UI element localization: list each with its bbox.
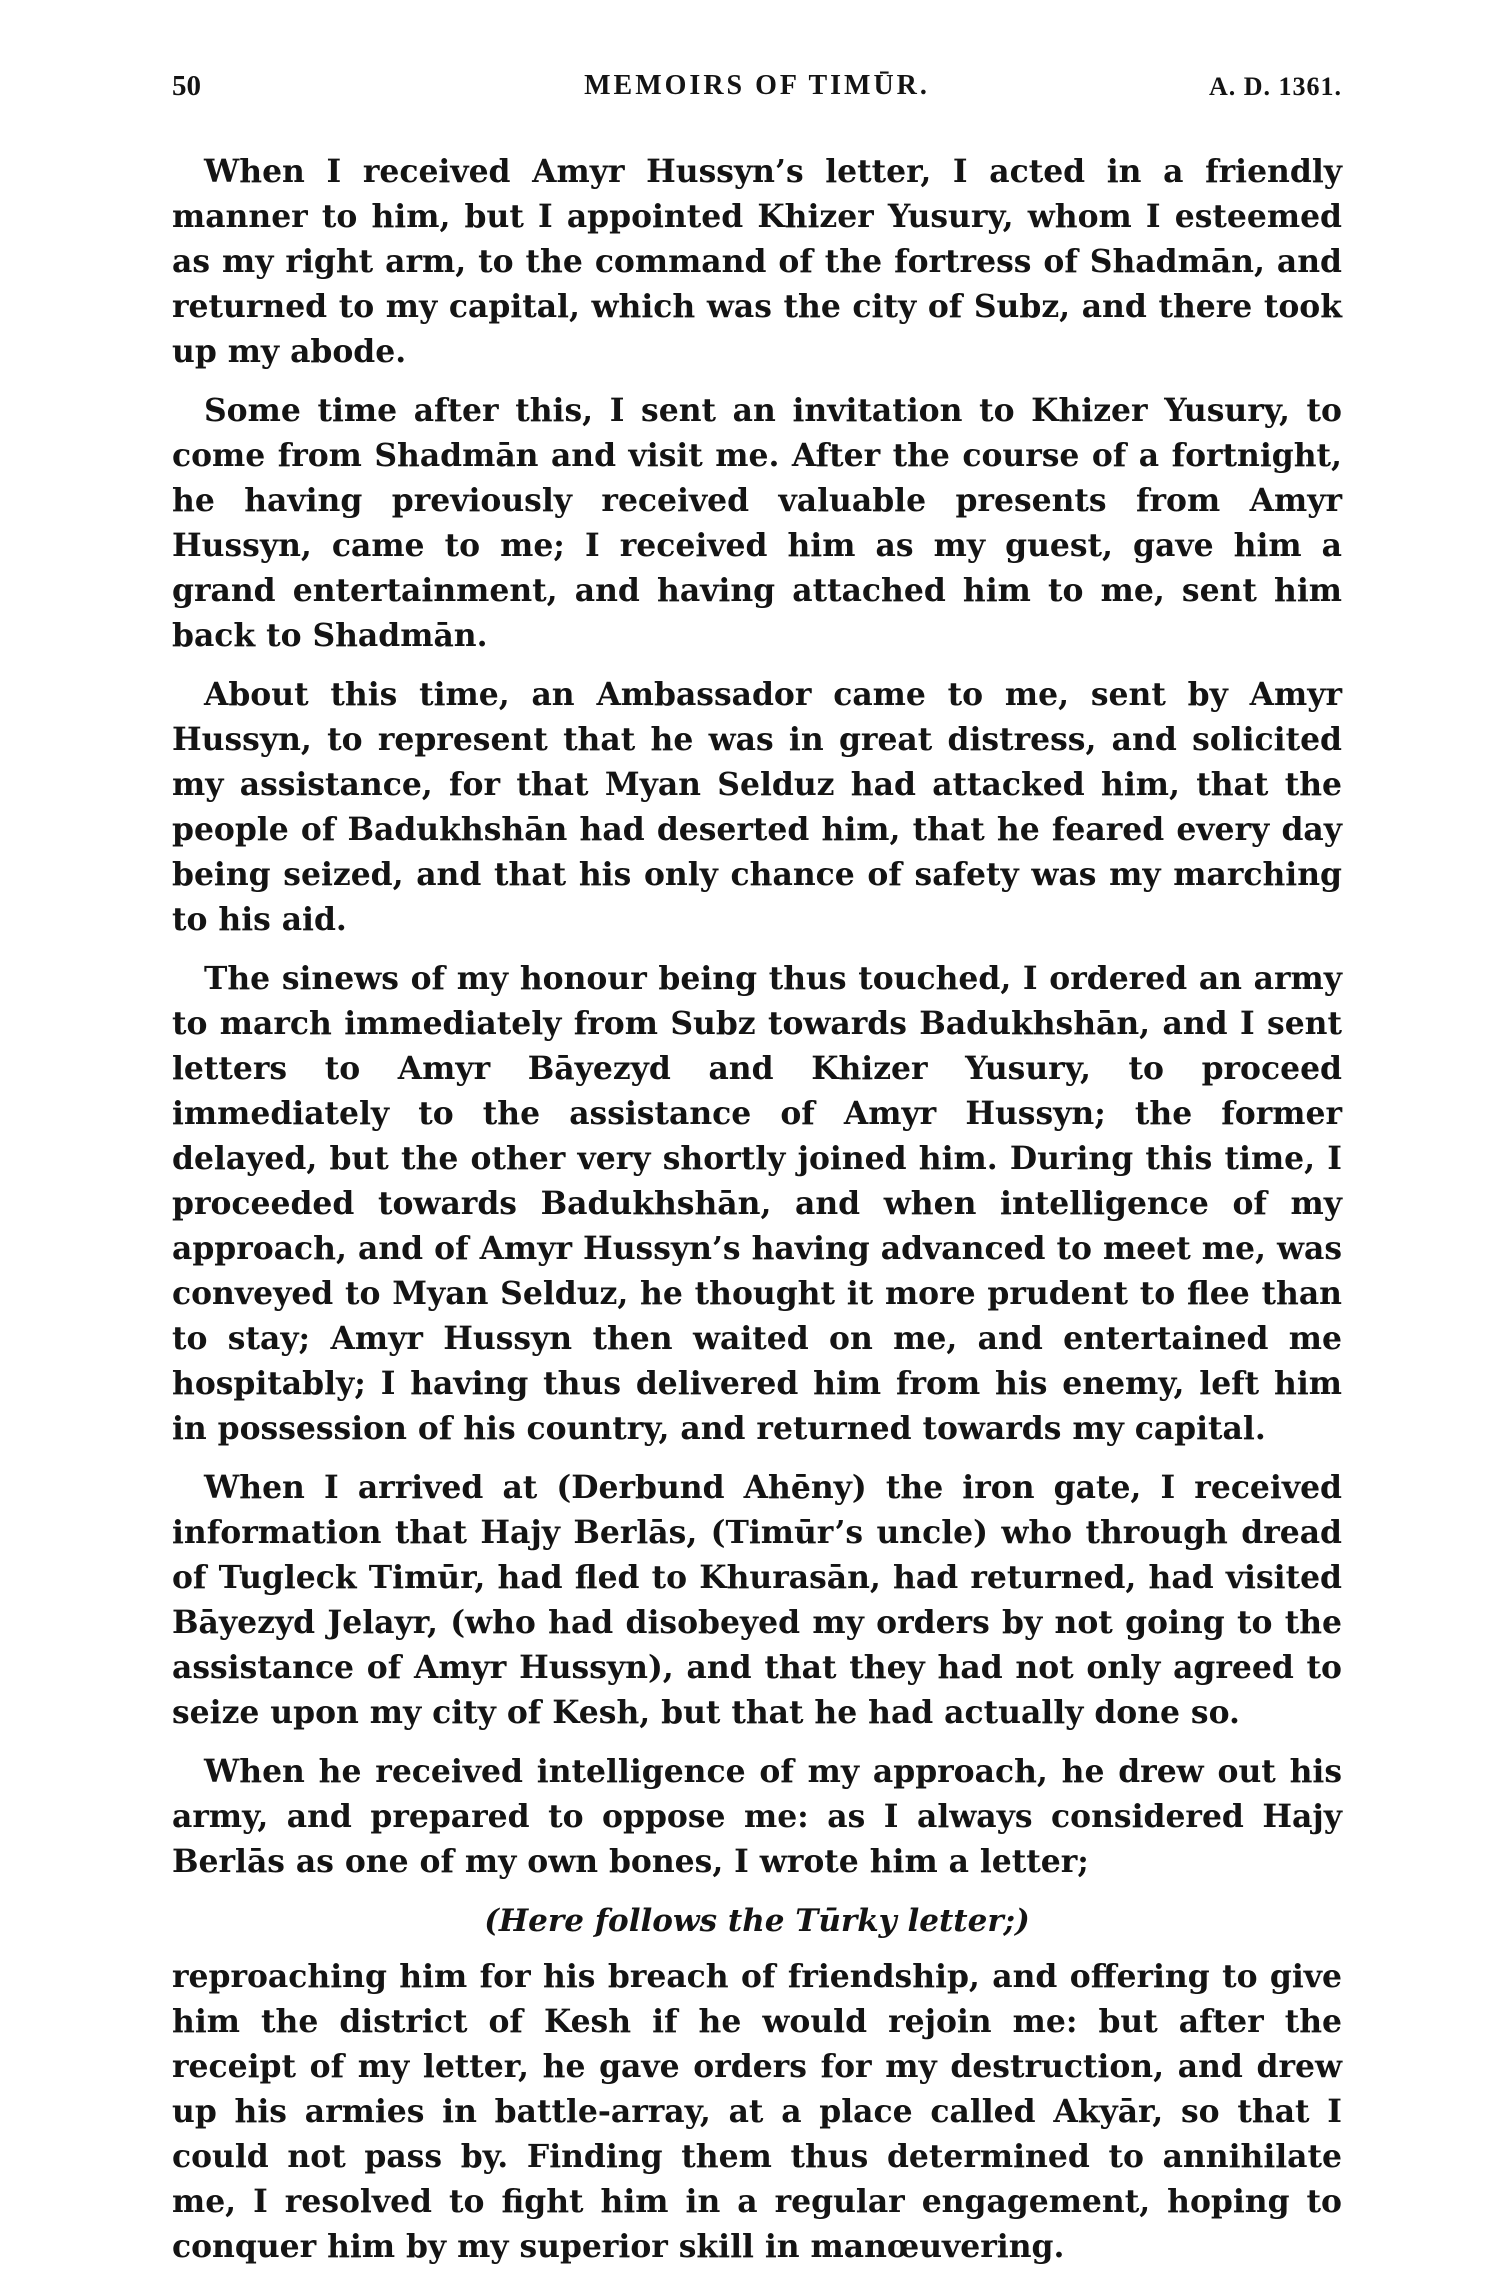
running-title: MEMOIRS OF TIMŪR.: [584, 70, 930, 101]
page-number: 50: [172, 70, 201, 102]
interlude-note: (Here follows the Tūrky letter;): [484, 1903, 1030, 1939]
paragraph: About this time, an Ambassador came to me, sent by Amyr Hussyn, to represent that he was in great distress, and solicited my assistance, for that Myan Selduz had attacked him, that the people of Badukhshān had deserted him, that he feared every day being seized, and that his only chance of safety was my marching to his aid.: [172, 677, 1342, 938]
running-date: A. D. 1361.: [1208, 72, 1342, 101]
paragraph: When I received Amyr Hussyn’s letter, I acted in a friendly manner to him, but I appointed Khizer Yusury, whom I esteemed as my right arm, to the command of the fortress of Shadmān, and returned to my capital, which was the city of Subz, and there took up my abode.: [172, 154, 1342, 370]
running-header: [172, 70, 1342, 110]
body-text: [172, 150, 1342, 2270]
book-page: [172, 70, 1342, 2265]
paragraph: When he received intelligence of my approach, he drew out his army, and prepared to oppose me: as I always considered Hajy Berlās as one of my own bones, I wrote him a letter;: [172, 1754, 1342, 1880]
paragraph: The sinews of my honour being thus touched, I ordered an army to march immediately from Subz towards Badukhshān, and I sent letters to Amyr Bāyezyd and Khizer Yusury, to proceed immediately to the assistance of Amyr Hussyn; the former delayed, but the other very shortly joined him. During this time, I proceeded towards Badukhshān, and when intelligence of my approach, and of Amyr Hussyn’s having advanced to meet me, was conveyed to Myan Selduz, he thought it more prudent to flee than to stay; Amyr Hussyn then waited on me, and entertained me hospitably; I having thus delivered him from his enemy, left him in possession of his country, and returned towards my capital.: [172, 961, 1342, 1447]
paragraph: Some time after this, I sent an invitation to Khizer Yusury, to come from Shadmān and visit me. After the course of a fortnight, he having previously received valuable presents from Amyr Hussyn, came to me; I received him as my guest, gave him a grand entertainment, and having attached him to me, sent him back to Shadmān.: [172, 393, 1342, 654]
closing-paragraph: reproaching him for his breach of friendship, and offering to give him the district of Kesh if he would rejoin me: but after the receipt of my letter, he gave orders for my destruction, and drew up his armies in battle-array, at a place called Akyār, so that I could not pass by. Finding them thus determined to annihilate me, I resolved to fight him in a regular engagement, hoping to conquer him by my superior skill in manœuvering.: [172, 1959, 1342, 2265]
paragraph: When I arrived at (Derbund Ahēny) the iron gate, I received information that Hajy Berlās, (Timūr’s uncle) who through dread of Tugleck Timūr, had fled to Khurasān, had returned, had visited Bāyezyd Jelayr, (who had disobeyed my orders by not going to the assistance of Amyr Hussyn), and that they had not only agreed to seize upon my city of Kesh, but that he had actually done so.: [172, 1470, 1342, 1731]
